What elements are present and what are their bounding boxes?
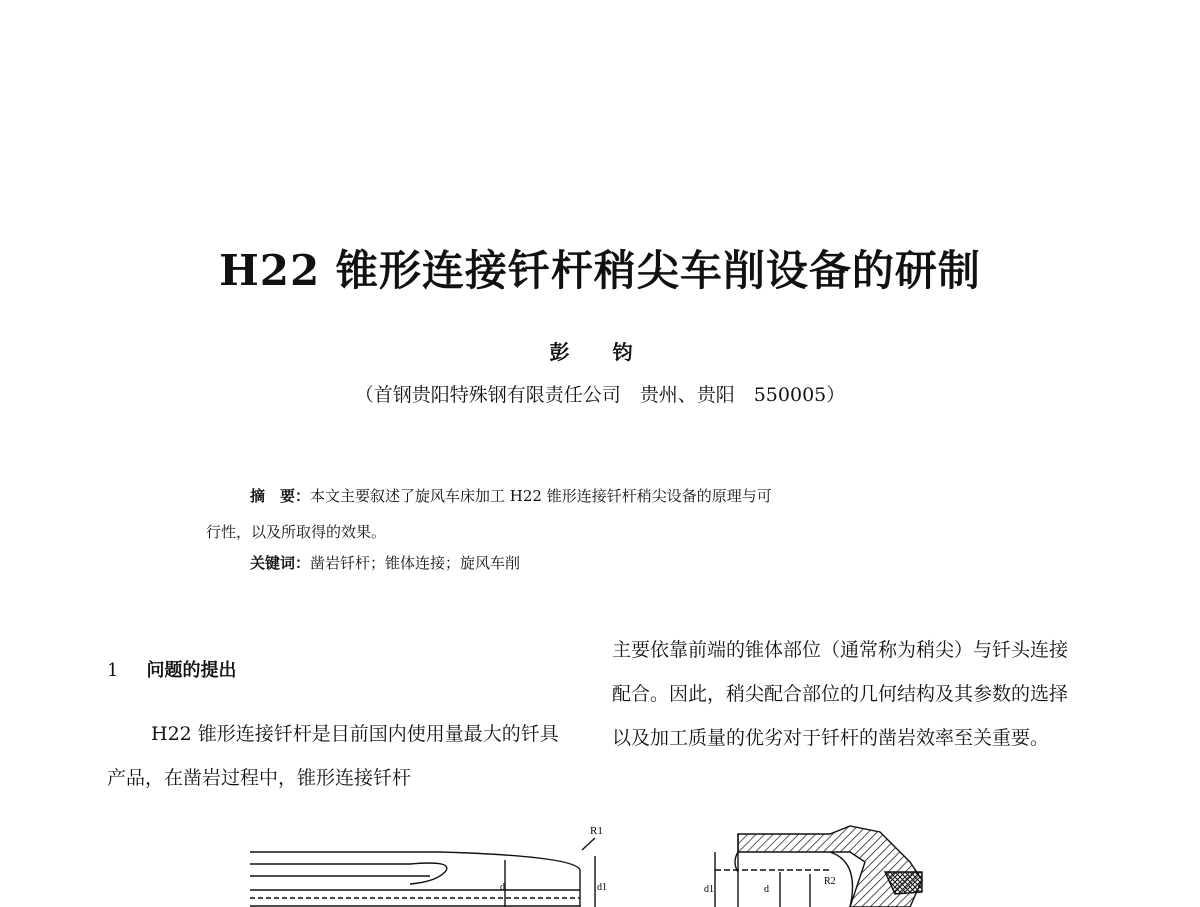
abstract-line-1	[206, 478, 966, 514]
label-d-left: d	[500, 882, 505, 893]
label-d-right: d	[764, 884, 769, 895]
bit-socket-drawing	[700, 822, 930, 907]
section-heading	[107, 656, 236, 682]
abstract-text-1: 本文主要叙述了旋风车床加工 H22 锥形连接钎杆稍尖设备的原理与可	[310, 487, 772, 505]
section-title: 问题的提出	[146, 660, 237, 681]
keywords-label: 关键词：	[250, 554, 311, 572]
body-column-left	[107, 712, 567, 800]
abstract-label: 摘 要：	[250, 487, 311, 505]
body-paragraph-right: 主要依靠前端的锥体部位（通常称为稍尖）与钎头连接配合。因此，稍尖配合部位的几何结构及其参数的选择以及加工质量的优劣对于钎杆的凿岩效率至关重要。	[612, 639, 1069, 749]
label-r2: R2	[824, 876, 836, 887]
abstract-text-2: 行性，以及所取得的效果。	[206, 523, 387, 541]
label-d1-left: d1	[597, 882, 607, 893]
abstract-block	[206, 478, 966, 550]
paper-title: H22 锥形连接钎杆稍尖车削设备的研制	[219, 246, 981, 295]
body-paragraph-left: H22 锥形连接钎杆是目前国内使用量最大的钎具产品，在凿岩过程中，锥形连接钎杆	[107, 723, 559, 789]
section-number: 1	[107, 660, 119, 681]
keywords-block	[250, 552, 520, 573]
label-d1-right: d1	[704, 884, 714, 895]
body-column-right	[612, 628, 1082, 760]
keywords-text: 凿岩钎杆；锥体连接；旋风车削	[310, 554, 521, 572]
label-r1: R1	[590, 825, 603, 837]
author-affiliation: （首钢贵阳特殊钢有限责任公司 贵州、贵阳 550005）	[354, 384, 846, 406]
rod-tip-drawing	[250, 820, 620, 907]
author-name: 彭 钧	[549, 340, 651, 364]
